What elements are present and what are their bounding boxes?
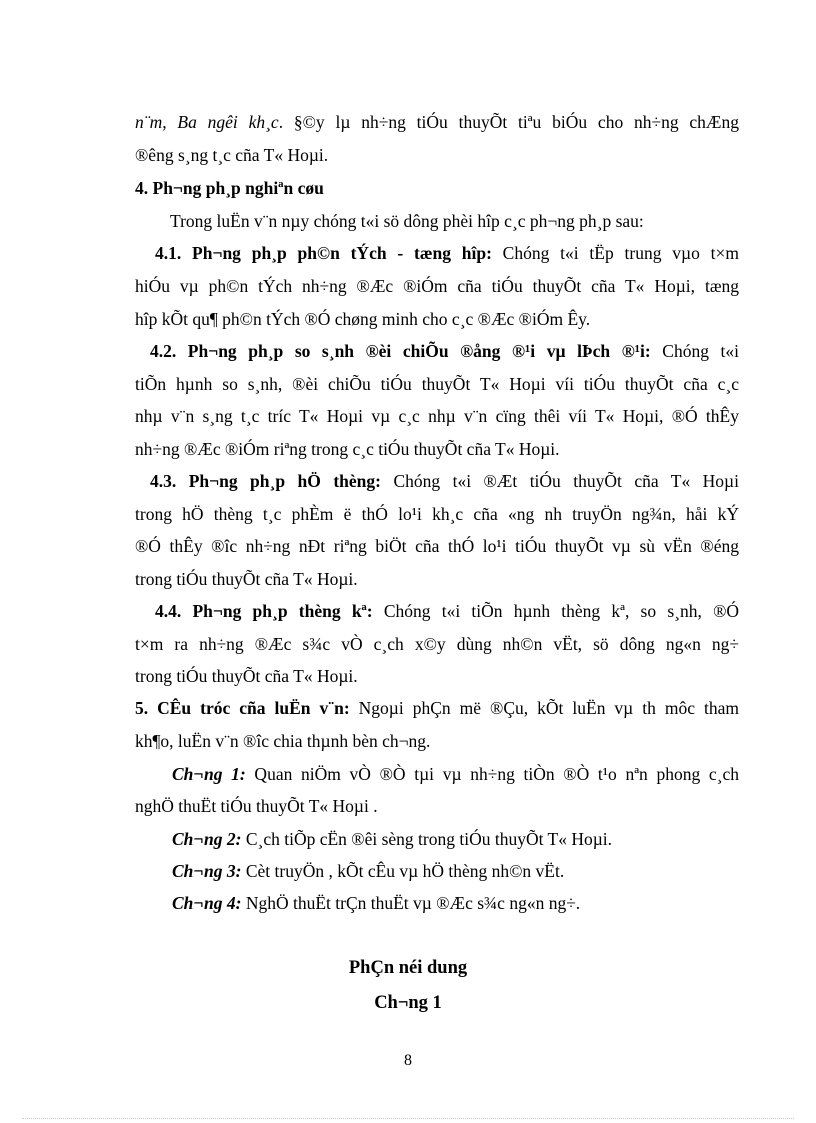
body-line: nhµ v¨n s¸ng t¸c tríc T« Hoµi vµ c¸c nhµ v¨n cïng thêi víi T« Hoµi, ®Ó thÊy [135, 406, 739, 426]
subsection-line: 4.2. Ph¬ng ph¸p so s¸nh ®èi chiÕu ®ång ®¹i vµ lÞch ®¹i: Chóng t«i [150, 341, 739, 361]
section-heading: 4. Ph¬ng ph¸p nghiªn cøu [135, 178, 324, 198]
section-line: 5. CÊu tróc cña luËn v¨n: Ngoµi phÇn më ®Çu, kÕt luËn vµ th môc tham [135, 698, 739, 718]
body-line: Trong luËn v¨n nµy chóng t«i sö dông phèi hîp c¸c ph¬ng ph¸p sau: [170, 211, 644, 231]
body-line: hîp kÕt qu¶ ph©n tÝch ®Ó chøng minh cho c¸c ®Æc ®iÓm Êy. [135, 309, 591, 329]
body-line: tiÕn hµnh so s¸nh, ®èi chiÕu tiÓu thuyÕt T« Hoµi víi tiÓu thuyÕt cña c¸c [135, 374, 739, 394]
body-line: kh¶o, luËn v¨n ®îc chia thµnh bèn ch¬ng. [135, 731, 431, 751]
body-line: nghÖ thuËt tiÓu thuyÕt T« Hoµi . [135, 796, 378, 816]
body-line: ®Ó thÊy ®îc nh÷ng nÐt riªng biÖt cña thÓ lo¹i tiÓu thuyÕt vµ sù vËn ®éng [135, 536, 739, 556]
body-line: hiÓu vµ ph©n tÝch nh÷ng ®Æc ®iÓm cña tiÓu thuyÕt cña T« Hoµi, tæng [135, 276, 739, 296]
chapter-item: Ch¬ng 2: C¸ch tiÕp cËn ®êi sèng trong tiÓu thuyÕt T« Hoµi. [172, 829, 613, 849]
chapter-item: Ch¬ng 3: Cèt truyÖn , kÕt cÊu vµ hÖ thèng nh©n vËt. [172, 861, 565, 881]
part-heading: PhÇn néi dung [348, 958, 468, 978]
body-line: trong tiÓu thuyÕt cña T« Hoµi. [135, 569, 358, 589]
subsection-line: 4.4. Ph¬ng ph¸p thèng kª: Chóng t«i tiÕn hµnh thèng kª, so s¸nh, ®Ó [155, 601, 739, 621]
subsection-line: 4.3. Ph¬ng ph¸p hÖ thèng: Chóng t«i ®Æt tiÓu thuyÕt cña T« Hoµi [150, 471, 739, 491]
page-number: 8 [404, 1052, 412, 1069]
chapter-item: Ch¬ng 4: NghÖ thuËt trÇn thuËt vµ ®Æc s¾c ng«n ng÷. [172, 893, 581, 913]
chapter-item: Ch¬ng 1: Quan niÖm vÒ ®Ò tµi vµ nh÷ng tiÒn ®Ò t¹o nªn phong c¸ch [172, 764, 739, 784]
body-line: nh÷ng ®Æc ®iÓm riªng trong c¸c tiÓu thuyÕt cña T« Hoµi. [135, 439, 560, 459]
body-line: trong tiÓu thuyÕt cña T« Hoµi. [135, 666, 358, 686]
body-line: t×m ra nh÷ng ®Æc s¾c vÒ c¸ch x©y dùng nh©n vËt, sö dông ng«n ng÷ [135, 634, 739, 654]
body-line: ®êng s¸ng t¸c cña T« Hoµi. [135, 145, 329, 165]
page-bottom-border [22, 1118, 794, 1119]
body-line: trong hÖ thèng t¸c phÈm ë thÓ lo¹i kh¸c cña «ng nh truyÖn ng¾n, håi kÝ [135, 504, 739, 524]
body-line: n¨m, Ba ngêi kh¸c. §©y lµ nh÷ng tiÓu thuyÕt tiªu biÓu cho nh÷ng chÆng [135, 112, 739, 132]
subsection-line: 4.1. Ph¬ng ph¸p ph©n tÝch - tæng hîp: Chóng t«i tËp trung vµo t×m [155, 243, 739, 263]
chapter-heading: Ch¬ng 1 [374, 993, 442, 1013]
